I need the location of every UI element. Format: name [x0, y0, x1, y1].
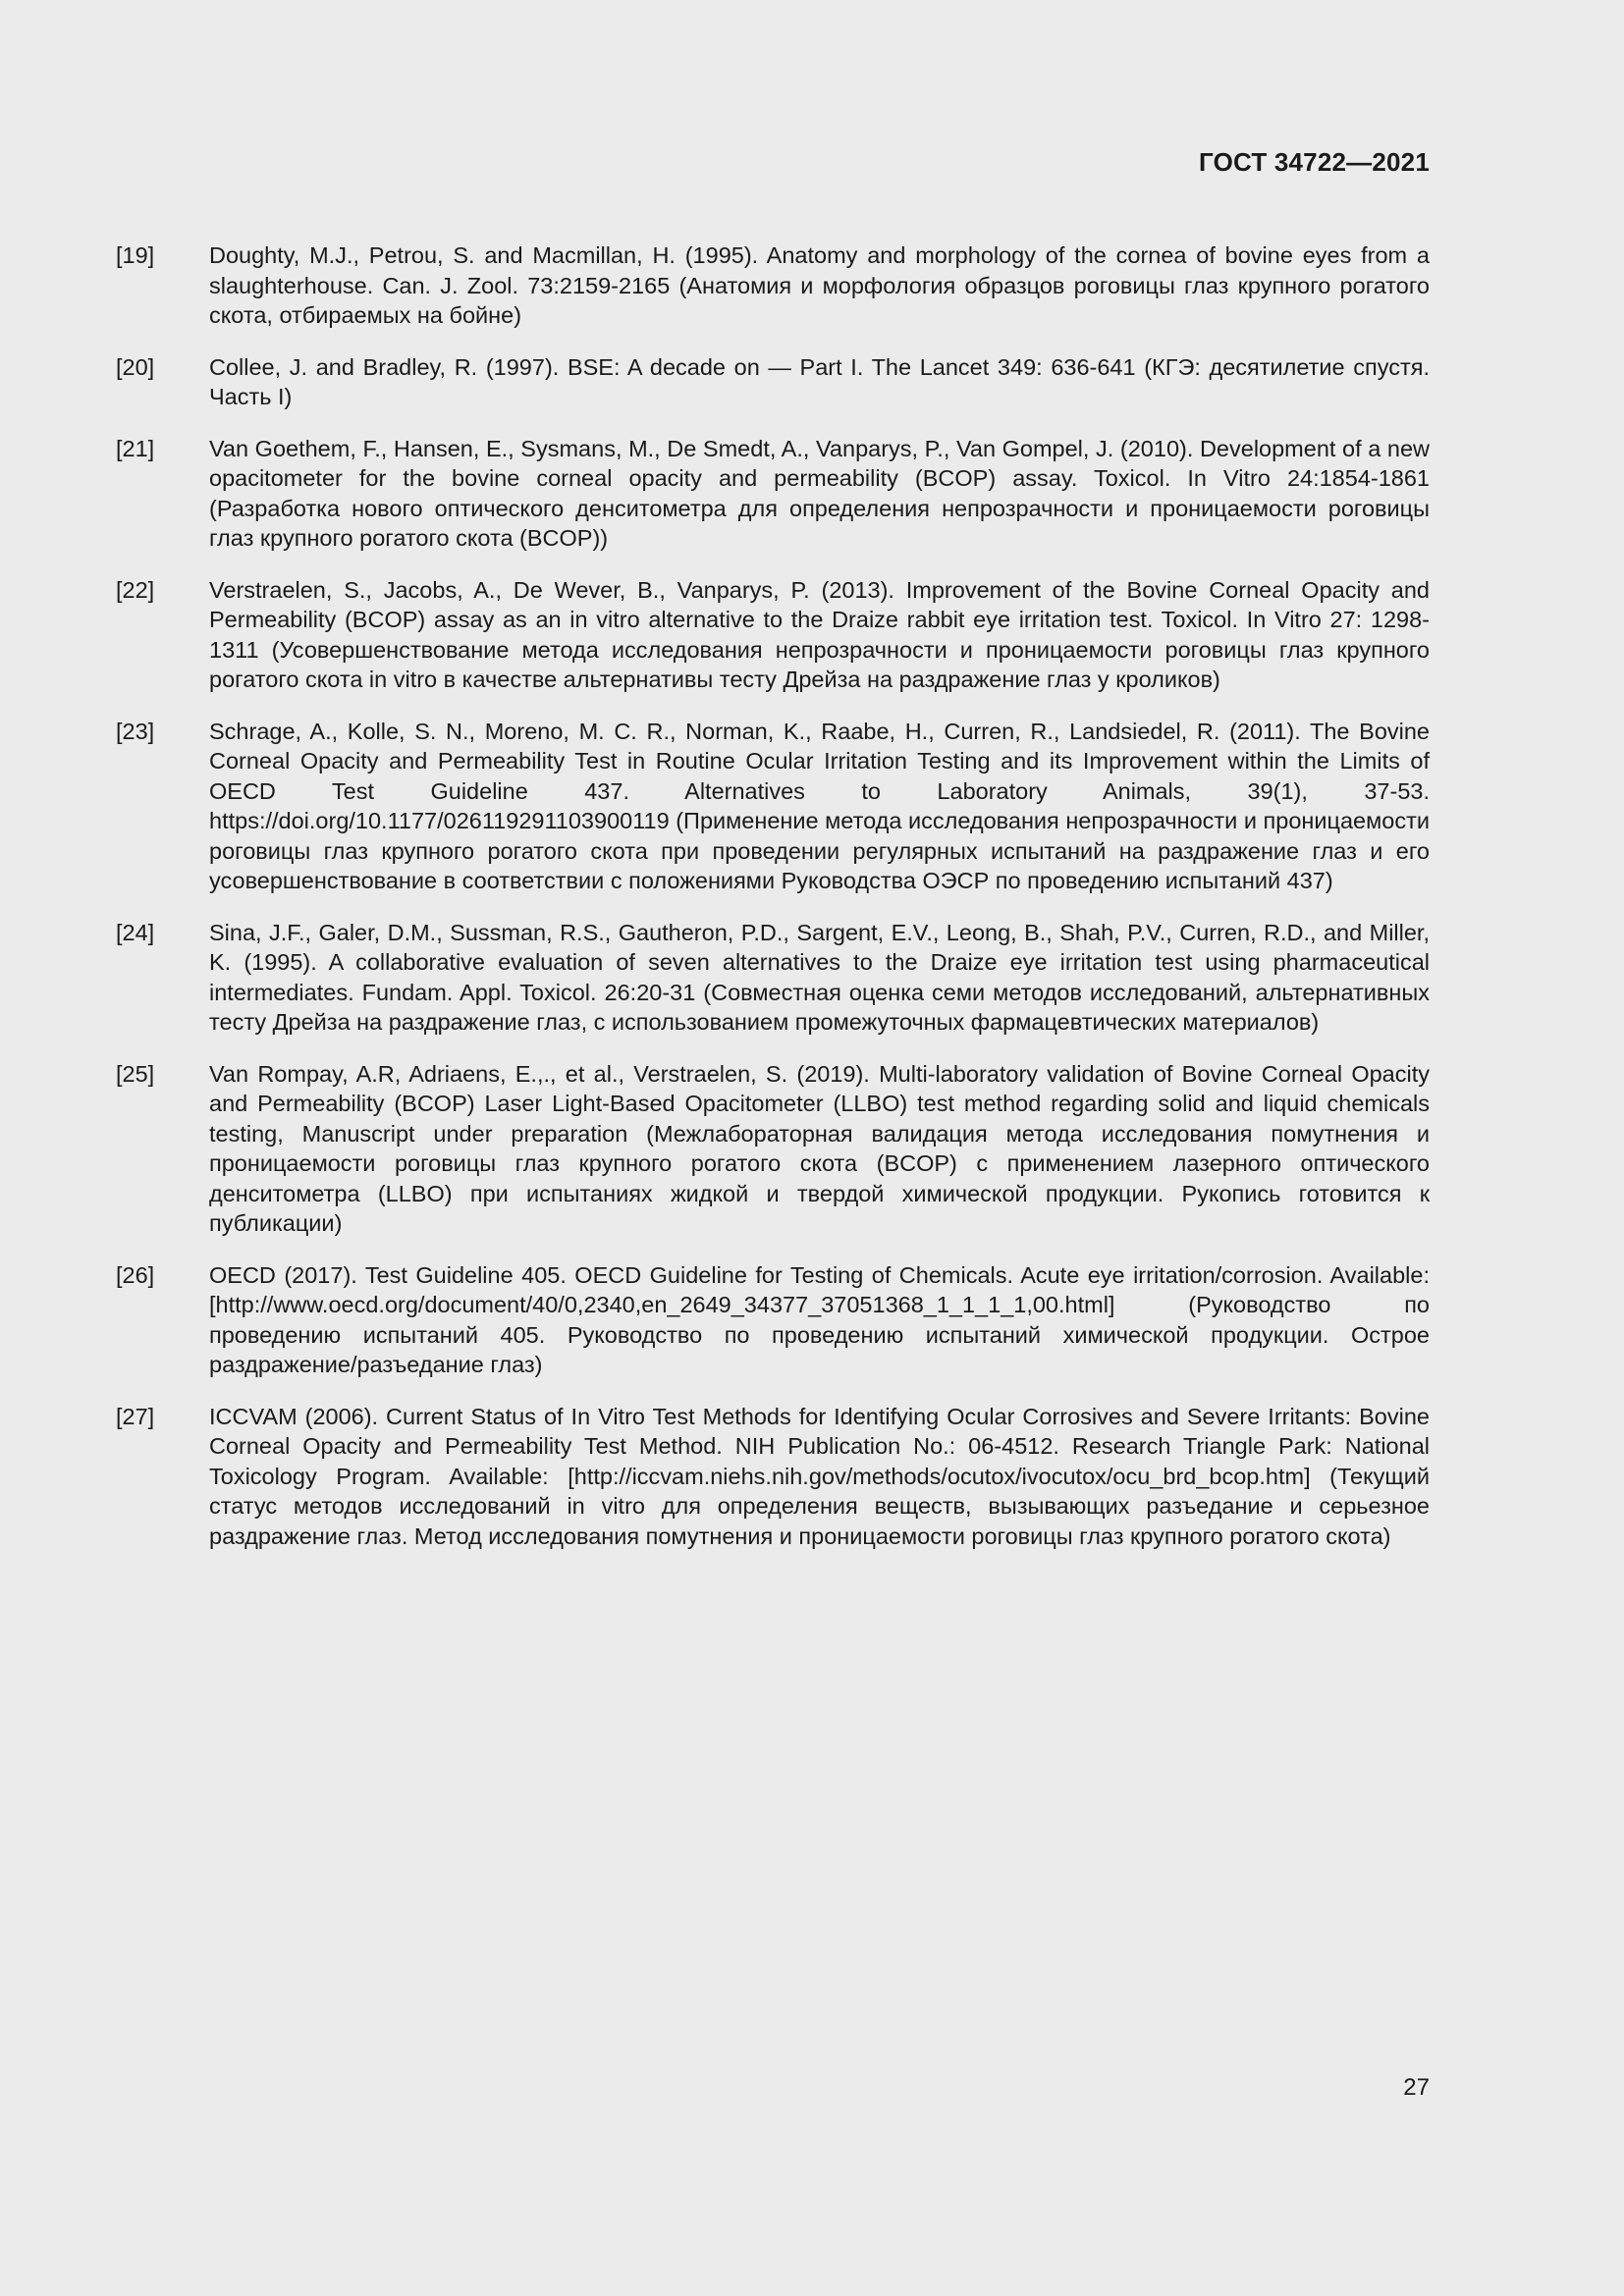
- reference-item: [116, 1059, 1430, 1239]
- reference-item: [116, 1260, 1430, 1380]
- reference-number: [21]: [116, 435, 155, 461]
- page-number: 27: [1403, 2074, 1430, 2101]
- reference-item: [116, 1402, 1430, 1552]
- document-header: ГОСТ 34722—2021: [1199, 147, 1430, 177]
- reference-text: Collee, J. and Bradley, R. (1997). BSE: A decade on — Part I. The Lancet 349: 636-641 (КГЭ: десятилетие спустя. Часть I): [209, 353, 1430, 409]
- reference-text: ICCVAM (2006). Current Status of In Vitro Test Methods for Identifying Ocular Corrosives and Severe Irritants: Bovine Corneal Opacity and Permeability Test Method. NIH Publication No.: 06-4512. Research Triangle Park: National Toxicology Program. Available: [http://iccvam.niehs.nih.gov/methods/ocutox/ivocutox/ocu_brd_bcop.htm] (Текущий статус методов исследований in vitro для определения веществ, вызывающих разъедание и серьезное раздражение глаз. Метод исследования помутнения и проницаемости роговицы глаз крупного рогатого скота): [209, 1403, 1430, 1549]
- reference-item: [116, 575, 1430, 695]
- reference-text: Verstraelen, S., Jacobs, A., De Wever, B., Vanparys, P. (2013). Improvement of the Bovine Corneal Opacity and Permeability (BCOP) assay as an in vitro alternative to the Draize rabbit eye irritation test. Toxicol. In Vitro 27: 1298-1311 (Усовершенствование метода исследования непрозрачности и проницаемости роговицы глаз крупного рогатого скота in vitro в качестве альтернативы тесту Дрейза на раздражение глаз у кроликов): [209, 576, 1430, 692]
- reference-number: [26]: [116, 1261, 155, 1288]
- reference-number: [23]: [116, 718, 155, 744]
- reference-item: [116, 434, 1430, 554]
- reference-number: [24]: [116, 919, 155, 945]
- reference-text: Schrage, A., Kolle, S. N., Moreno, M. C. R., Norman, K., Raabe, H., Curren, R., Landsiedel, R. (2011). The Bovine Corneal Opacity and Permeability Test in Routine Ocular Irritation Testing and its Improvement within the Limits of OECD Test Guideline 437. Alternatives to Laboratory Animals, 39(1), 37-53. https://doi.org/10.1177/026119291103900119 (Применение метода исследования непрозрачности и проницаемости роговицы глаз крупного рогатого скота при проведении регулярных испытаний на раздражение глаз и его усовершенствование в соответствии с положениями Руководства ОЭСР по проведению испытаний 437): [209, 718, 1430, 893]
- reference-item: [116, 918, 1430, 1038]
- reference-text: OECD (2017). Test Guideline 405. OECD Guideline for Testing of Chemicals. Acute eye irritation/corrosion. Available: [http://www.oecd.org/document/40/0,2340,en_2649_34377_37051368_1_1_1_1,00.html] (Руководство по проведению испытаний 405. Руководство по проведению испытаний химической продукции. Острое раздражение/разъедание глаз): [209, 1261, 1430, 1377]
- bibliography-list: [116, 240, 1430, 1573]
- reference-number: [20]: [116, 353, 155, 380]
- reference-text: Van Goethem, F., Hansen, E., Sysmans, M., De Smedt, A., Vanparys, P., Van Gompel, J. (2010). Development of a new opacitometer for the bovine corneal opacity and permeability (BCOP) assay. Toxicol. In Vitro 24:1854-1861 (Разработка нового оптического денситометра для определения непрозрачности и проницаемости роговицы глаз крупного рогатого скота (BCOP)): [209, 435, 1430, 551]
- reference-text: Doughty, M.J., Petrou, S. and Macmillan, H. (1995). Anatomy and morphology of the cornea of bovine eyes from a slaughterhouse. Can. J. Zool. 73:2159-2165 (Анатомия и морфология образцов роговицы глаз крупного рогатого скота, отбираемых на бойне): [209, 242, 1430, 328]
- reference-number: [25]: [116, 1060, 155, 1087]
- reference-number: [27]: [116, 1403, 155, 1429]
- reference-text: Van Rompay, A.R, Adriaens, E.,., et al., Verstraelen, S. (2019). Multi-laboratory validation of Bovine Corneal Opacity and Permeability (BCOP) Laser Light-Based Opacitometer (LLBO) test method regarding solid and liquid chemicals testing, Manuscript under preparation (Межлабораторная валидация метода исследования помутнения и проницаемости роговицы глаз крупного рогатого скота (BCOP) с применением лазерного оптического денситометра (LLBO) при испытаниях жидкой и твердой химической продукции. Рукопись готовится к публикации): [209, 1060, 1430, 1236]
- reference-text: Sina, J.F., Galer, D.M., Sussman, R.S., Gautheron, P.D., Sargent, E.V., Leong, B., Shah, P.V., Curren, R.D., and Miller, K. (1995). A collaborative evaluation of seven alternatives to the Draize eye irritation test using pharmaceutical intermediates. Fundam. Appl. Toxicol. 26:20-31 (Совместная оценка семи методов исследований, альтернативных тесту Дрейза на раздражение глаз, с использованием промежуточных фармацевтических материалов): [209, 919, 1430, 1035]
- reference-item: [116, 717, 1430, 896]
- reference-item: [116, 352, 1430, 412]
- reference-item: [116, 240, 1430, 331]
- reference-number: [19]: [116, 242, 155, 268]
- reference-number: [22]: [116, 576, 155, 603]
